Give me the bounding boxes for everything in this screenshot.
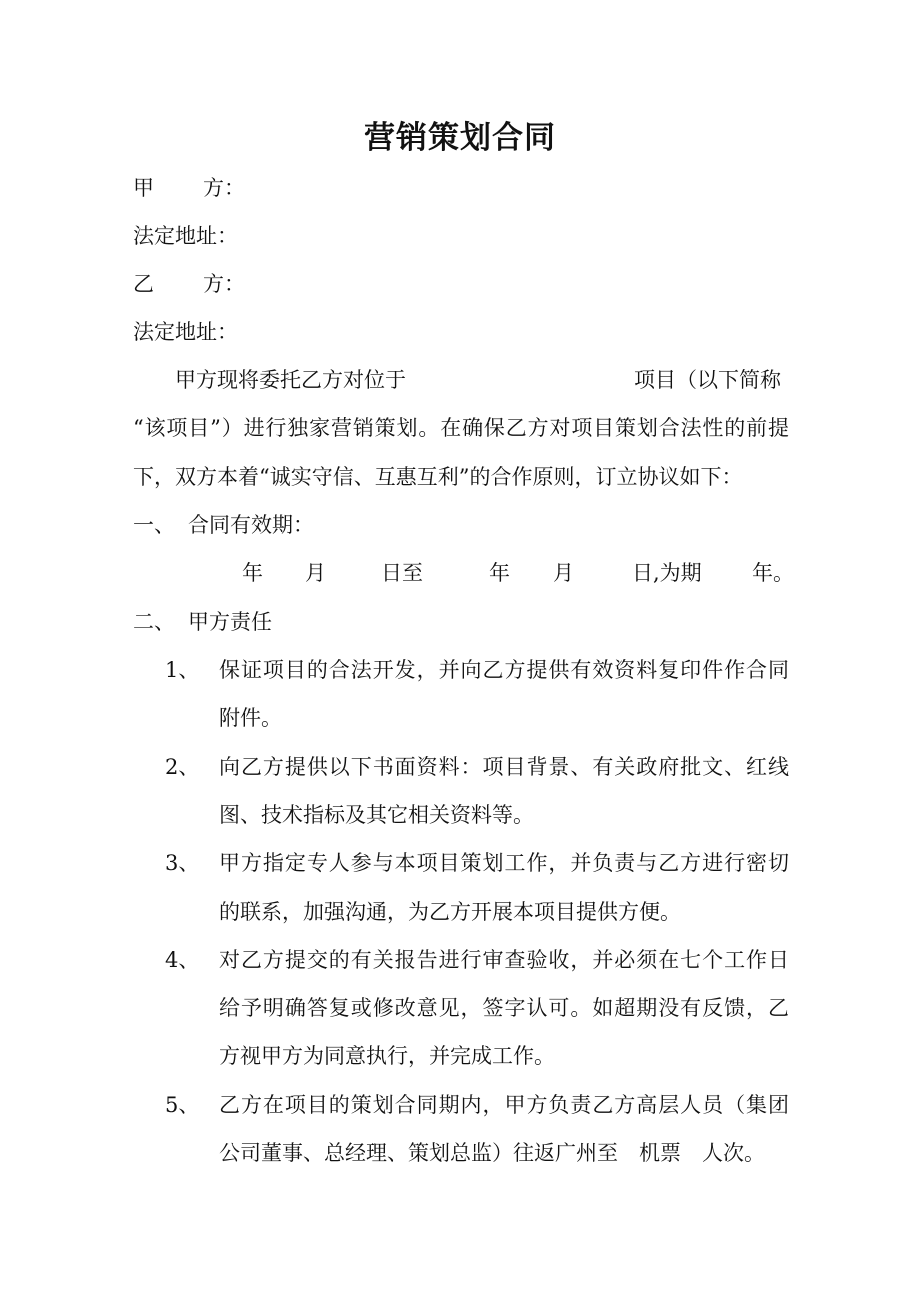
party-a-label-2: 方： (203, 176, 245, 200)
party-a-address-label: 法定地址： (133, 224, 238, 248)
intro-line-3: 下，双方本着“诚实守信、互惠互利”的合作原则，订立协议如下： (133, 465, 743, 489)
item-4-line-1: 对乙方提交的有关报告进行审查验收，并必须在七个工作日 (219, 948, 789, 972)
section-1-heading: 合同有效期： (188, 513, 314, 537)
item-3-line-2: 的联系，加强沟通，为乙方开展本项目提供方便。 (219, 900, 681, 924)
item-3-number: 3、 (165, 851, 200, 875)
item-2-line-1: 向乙方提供以下书面资料：项目背景、有关政府批文、红线 (219, 755, 789, 779)
party-a-label-1: 甲 (133, 176, 154, 200)
item-4-number: 4、 (165, 948, 200, 972)
item-4-line-3: 方视甲方为同意执行，并完成工作。 (219, 1044, 555, 1068)
section-1-number: 一、 (133, 513, 175, 537)
page-title: 营销策划合同 (364, 120, 556, 156)
item-5-number: 5、 (165, 1093, 200, 1117)
intro-line-1a: 甲方现将委托乙方对位于 (175, 368, 406, 392)
date-day-period: 日,为期 (632, 561, 702, 585)
section-2-heading: 甲方责任 (188, 610, 272, 634)
item-4-line-2: 给予明确答复或修改意见，签字认可。如超期没有反馈，乙 (219, 996, 789, 1020)
item-3-line-1: 甲方指定专人参与本项目策划工作，并负责与乙方进行密切 (219, 851, 789, 875)
item-5-line-1: 乙方在项目的策划合同期内，甲方负责乙方高层人员（集团 (219, 1093, 789, 1117)
date-year-2: 年 (489, 561, 510, 585)
date-day-to: 日至 (381, 561, 423, 585)
item-2-number: 2、 (165, 755, 200, 779)
party-b-label-2: 方： (203, 272, 245, 296)
date-year-1: 年 (242, 561, 263, 585)
date-month-1: 月 (305, 561, 326, 585)
item-1-number: 1、 (165, 658, 200, 682)
party-b-label-1: 乙 (133, 272, 154, 296)
date-years-end: 年。 (752, 561, 794, 585)
intro-line-2: “该项目”）进行独家营销策划。在确保乙方对项目策划合法性的前提 (133, 416, 789, 440)
item-1-line-1: 保证项目的合法开发，并向乙方提供有效资料复印件作合同 (219, 658, 789, 682)
intro-line-1b: 项目（以下简称 (634, 368, 781, 392)
item-2-line-2: 图、技术指标及其它相关资料等。 (219, 803, 534, 827)
section-2-number: 二、 (133, 610, 175, 634)
party-b-line (133, 268, 245, 298)
item-1-line-2: 附件。 (219, 706, 282, 730)
item-5-line-2: 公司董事、总经理、策划总监）往返广州至 机票 人次。 (219, 1141, 765, 1165)
party-a-line (133, 172, 245, 202)
date-month-2: 月 (553, 561, 574, 585)
party-b-address-label: 法定地址： (133, 320, 238, 344)
